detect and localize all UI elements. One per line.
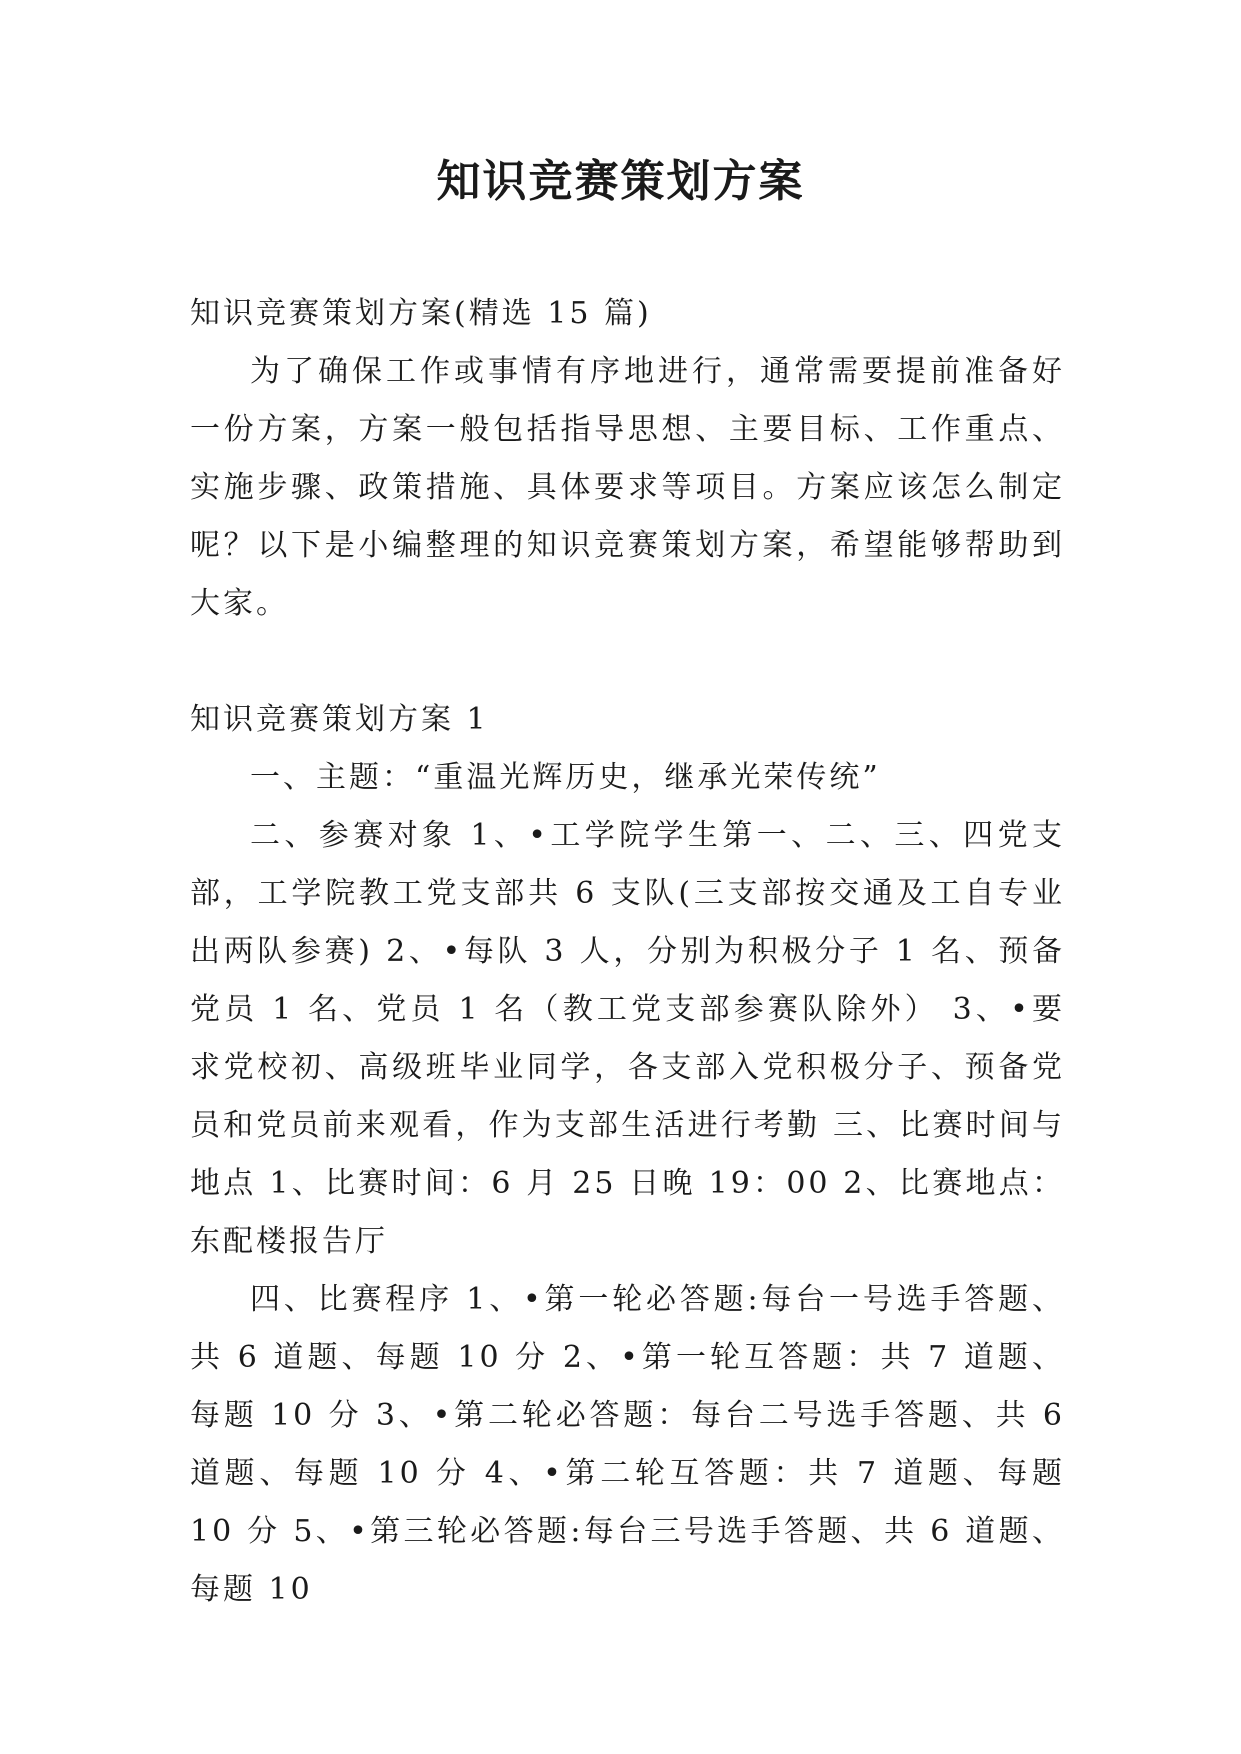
document-body (190, 285, 1065, 1619)
paragraph-participants: 二、参赛对象 1、•工学院学生第一、二、三、四党支部，工学院教工党支部共 6 支队(三支部按交通及工自专业出两队参赛) 2、•每队 3 人，分别为积极分子 1 名、预备党员 1 名、党员 1 名（教工党支部参赛队除外） 3、•要求党校初、高级班毕业同学，各支部入党积极分子、预备党员和党员前来观看，作为支部生活进行考勤 三、比赛时间与地点 1、比赛时间：6 月 25 日晚 19：00 2、比赛地点：东配楼报告厅 (190, 818, 1065, 1259)
document-title: 知识竞赛策划方案 (436, 156, 805, 207)
paragraph-theme: 一、主题：“重温光辉历史，继承光荣传统” (250, 760, 881, 795)
intro-paragraph: 为了确保工作或事情有序地进行，通常需要提前准备好一份方案，方案一般包括指导思想、主要目标、工作重点、实施步骤、政策措施、具体要求等项目。方案应该怎么制定呢？以下是小编整理的知识竞赛策划方案，希望能够帮助到大家。 (190, 354, 1065, 621)
document-subtitle: 知识竞赛策划方案(精选 15 篇) (190, 296, 652, 331)
paragraph-procedure: 四、比赛程序 1、•第一轮必答题:每台一号选手答题、共 6 道题、每题 10 分 2、•第一轮互答题：共 7 道题、每题 10 分 3、•第二轮必答题：每台二号选手答题、共 6 道题、每题 10 分 4、•第二轮互答题：共 7 道题、每题 10 分 5、•第三轮必答题:每台三号选手答题、共 6 道题、每题 10 (190, 1282, 1065, 1607)
section-heading: 知识竞赛策划方案 1 (190, 702, 489, 737)
section-spacer (190, 633, 1065, 691)
